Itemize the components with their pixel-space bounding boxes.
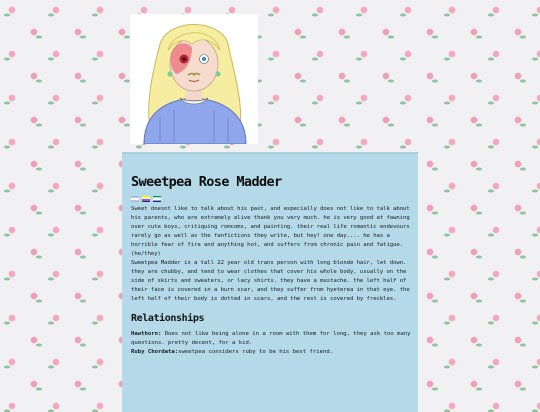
character-info-panel: [122, 152, 418, 412]
relationship-item: [131, 330, 411, 348]
identity-flags: [131, 196, 411, 202]
gay-flag-icon: [153, 196, 161, 202]
relationship-name: Ruby Chordata:: [131, 349, 179, 355]
relationship-name: Hawthorn:: [131, 331, 162, 337]
relationships-heading: Relationships: [131, 313, 205, 324]
pronouns: (he/they): [131, 251, 161, 257]
relationship-item: [131, 348, 411, 357]
relationship-text: Does not like being alone in a room with them for long, they ask too many questions. pretty decent, for a kid.: [131, 331, 411, 346]
character-portrait: [130, 14, 258, 144]
character-name: Sweetpea Rose Madder: [131, 174, 282, 190]
flag-stripe: [153, 201, 161, 202]
nonbinary-flag-icon: [142, 196, 150, 202]
appearance-description: Sweetpea Madder is a tall 22 year old trans person with long blonde hair, let down. they are chubby, and tend to wear clothes that cover his whole body, usually on the side of skirts and sweaters, or lacy shirts. they have a mustache. the left half of their face is covered in a burn scar, and they suffer from hyeterea in that eye. the left half of their body is dotted in scars, and the rest is covered by freckles.: [131, 260, 410, 302]
bio-paragraph: Sweet doesnt like to talk about his past, and especially does not like to talk about his parents, who are extremely alive thank you very much. he is very good at fawning over cute boys, critiquing romcoms, and painting. their real life romantic endevours rarely go as well as the fanfictions they write, but hey! one day.... he has a horrible fear of fire and anything hot, and suffers from chronic pain and fatigue.: [131, 206, 410, 248]
trans-flag-icon: [131, 196, 139, 202]
flag-stripe: [142, 201, 150, 203]
portrait-drawing: [130, 14, 258, 144]
relationship-text: sweetpea considers ruby to be his best friend.: [178, 349, 334, 355]
flag-stripe: [131, 201, 139, 202]
